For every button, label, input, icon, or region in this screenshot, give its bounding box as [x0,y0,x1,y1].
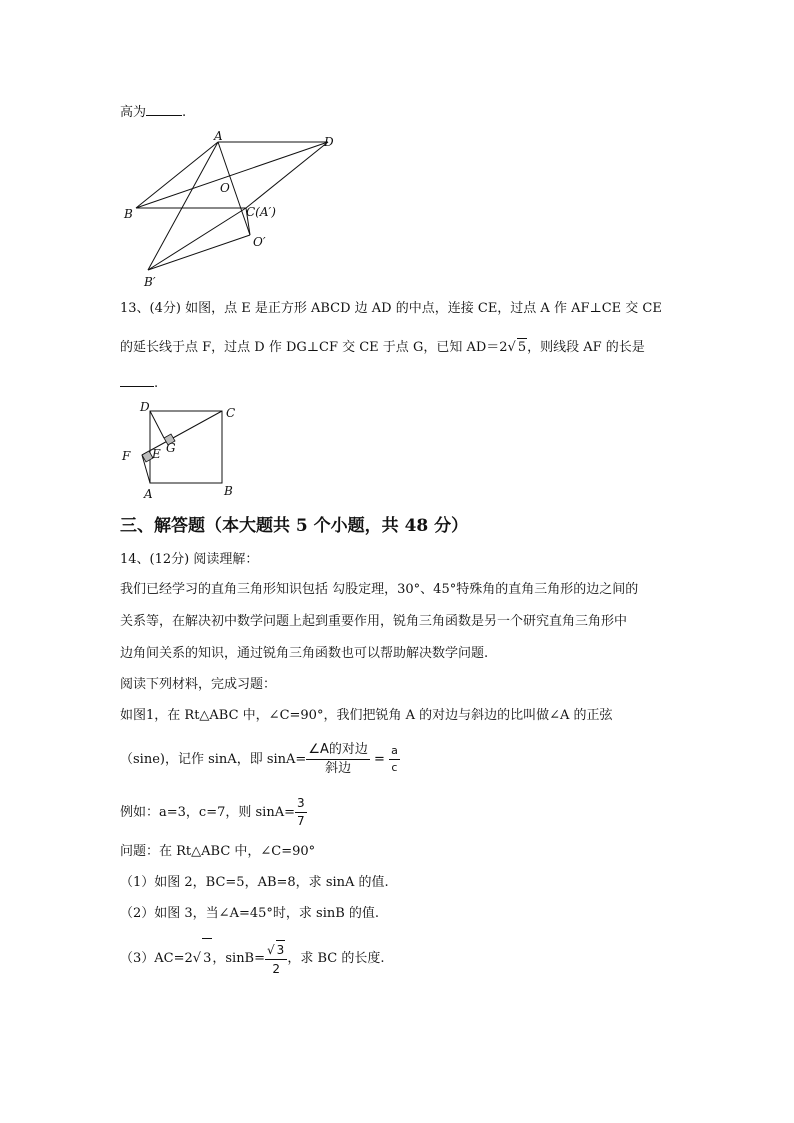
edge-b-prime-o-prime [148,235,250,270]
diag-bd [136,142,328,208]
q14-subq3-b: ，sinB= [212,951,266,966]
label-e: E [152,447,161,461]
q13-line2-b: ，则线段 AF 的长是 [527,340,645,355]
q14-subq1: （1）如图 2，BC=5，AB=8，求 sinA 的值. [120,875,389,890]
q14-example [120,794,307,832]
q12-tail-end: . [182,105,187,120]
edge-a-b-prime [148,142,218,270]
q14-p1: 我们已经学习的直角三角形知识包括 勾股定理，30°、45°特殊角的直角三角形的边之间的 [120,582,639,597]
answer-blank [120,386,154,387]
label-g: G [166,441,176,455]
label-b-prime: B′ [144,275,156,289]
figure-q13 [118,398,248,503]
q14-p6 [120,741,400,779]
sqrt-5-radicand: 5 [517,340,527,355]
label-a: A [144,487,153,501]
figure-q12 [118,130,348,290]
fraction-numerator: 3 [295,795,307,813]
square-abcd [150,411,222,483]
q13-line2 [120,338,645,357]
label-d: D [140,400,150,414]
edge-b-prime-c [148,208,246,270]
edge-ab [136,142,218,208]
label-o-prime: O′ [253,235,266,249]
q14-subq2: （2）如图 3，当∠A=45°时，求 sinB 的值. [120,906,380,921]
sqrt-3: √ 3 [193,951,213,966]
section-heading: 三、解答题（本大题共 5 个小题，共 48 分） [120,516,469,536]
edge-dc [246,142,328,208]
sqrt-5: √ 5 [507,340,527,355]
fraction-numerator: a [389,743,400,760]
fraction-3-7 [295,795,307,830]
fraction-numerator: √ 3 [265,940,287,960]
q13-end: . [154,376,159,391]
answer-blank [146,115,182,116]
label-b: B [224,484,233,498]
label-c: C [226,406,236,420]
q14-problem: 问题：在 Rt△ABC 中，∠C=90° [120,844,316,859]
q14-subq3-c: ，求 BC 的长度. [287,951,385,966]
label-c: C(A′) [246,205,276,219]
q14-example-text: 例如：a=3，c=7，则 sinA= [120,805,295,820]
sqrt-3-radicand: 3 [276,940,286,959]
q13-line1: 13、(4分) 如图，点 E 是正方形 ABCD 边 AD 的中点，连接 CE，过点 A 作 AF⊥CE 交 CE [120,301,662,316]
q12-tail [120,104,186,122]
q14-p4: 阅读下列材料，完成习题： [120,677,277,692]
fraction-denominator: 斜边 [325,761,352,776]
fraction-denominator: c [391,761,398,774]
label-d: D [324,135,334,149]
q14-header: 14、(12分) 阅读理解： [120,552,259,567]
q13-line3 [120,375,158,393]
fraction-sine-definition [306,741,370,778]
q14-p6-a: （sine)，记作 sinA，即 sinA= [120,752,307,767]
fraction-sqrt3-over-2 [265,940,287,978]
q14-subq3-a: （3）AC=2 [120,951,193,966]
fraction-a-over-c [389,743,400,776]
label-b: B [124,207,133,221]
fraction-numerator: ∠A的对边 [306,741,370,760]
sqrt-3-radicand: 3 [202,938,212,979]
q14-p2: 关系等，在解决初中数学问题上起到重要作用，锐角三角函数是另一个研究直角三角形中 [120,614,628,629]
q12-tail-text: 高为 [120,105,147,120]
line-dg [150,411,164,438]
q14-p3: 边角间关系的知识，通过锐角三角函数也可以帮助解决数学问题. [120,646,489,661]
q13-line2-a: 的延长线于点 F，过点 D 作 DG⊥CF 交 CE 于点 G，已知 AD＝2 [120,340,508,355]
q14-p5: 如图1，在 Rt△ABC 中，∠C=90°，我们把锐角 A 的对边与斜边的比叫做∠A 的正弦 [120,708,613,723]
fraction-denominator: 2 [272,961,280,976]
q14-subq3 [120,938,384,979]
equals-sign: = [374,752,385,767]
label-a: A [214,130,223,143]
fraction-denominator: 7 [296,814,305,828]
label-o: O [220,181,230,195]
label-f: F [122,449,131,463]
